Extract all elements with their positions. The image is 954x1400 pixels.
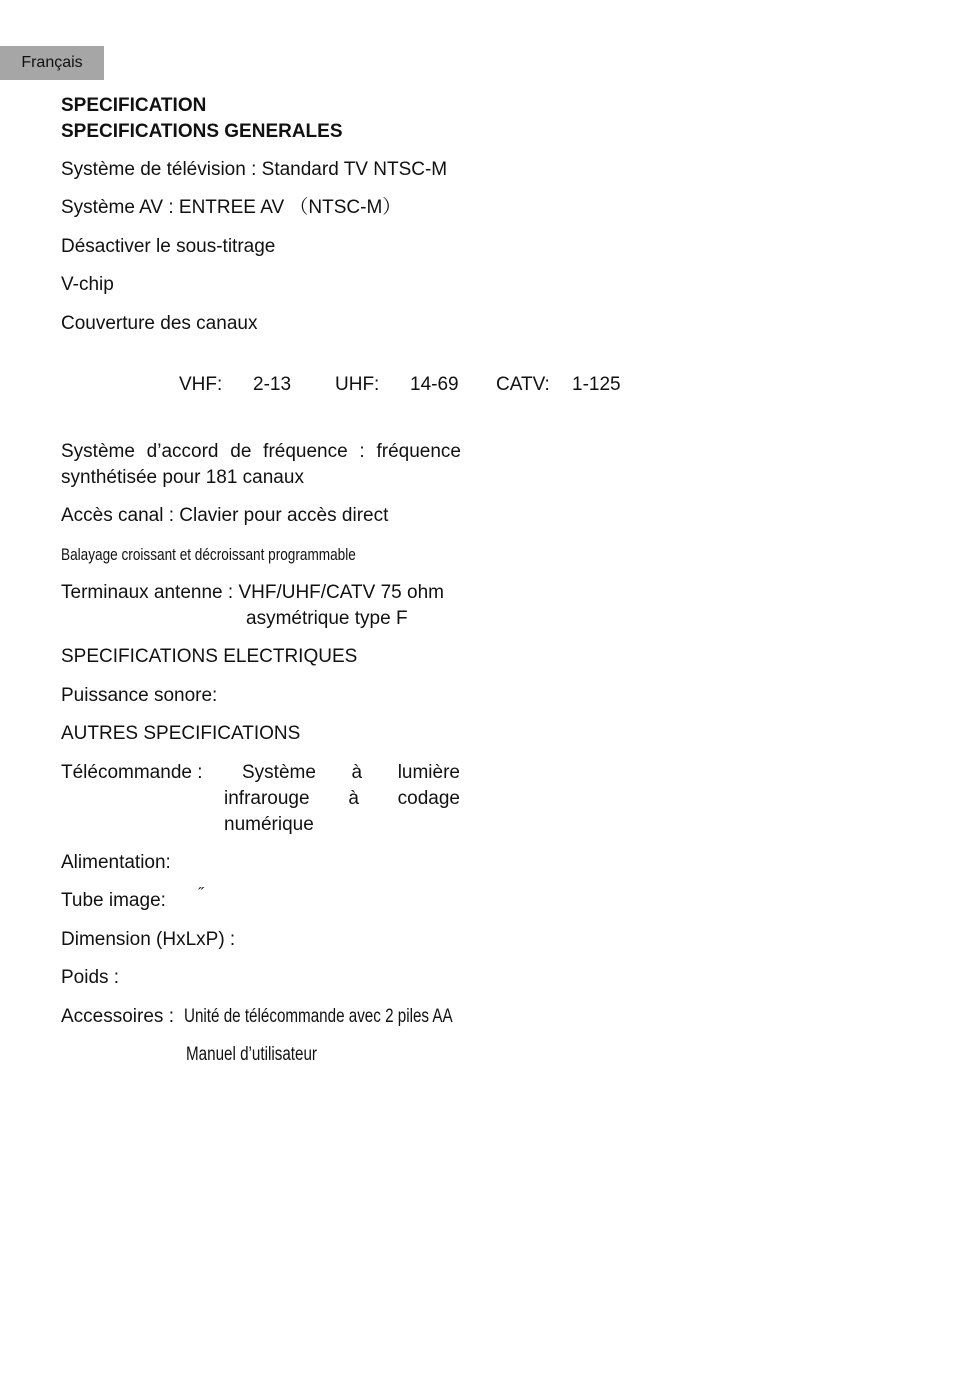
uhf-label: UHF: xyxy=(335,374,380,395)
channel-access: Accès canal : Clavier pour accès direct xyxy=(61,505,389,526)
antenna-line2: asymétrique type F xyxy=(246,608,408,629)
catv-value: 1-125 xyxy=(572,374,621,395)
picture-tube: Tube image: xyxy=(61,890,166,911)
tv-system: Système de télévision : Standard TV NTSC-M xyxy=(61,159,448,180)
heading-general-specs: SPECIFICATIONS GENERALES xyxy=(61,121,343,142)
remote-line3: numérique xyxy=(224,814,314,835)
heading-specification: SPECIFICATION xyxy=(61,95,207,116)
language-tab: Français xyxy=(0,46,104,80)
vhf-value: 2-13 xyxy=(253,374,292,395)
antenna-line1: Terminaux antenne : VHF/UHF/CATV 75 ohm xyxy=(61,582,444,603)
picture-tube-inch-mark: ˝ xyxy=(198,886,204,903)
dimension: Dimension (HxLxP) : xyxy=(61,929,236,950)
catv-label: CATV: xyxy=(496,374,550,395)
remote-line2: infrarouge à codage xyxy=(224,788,460,809)
power-supply: Alimentation: xyxy=(61,852,171,873)
other-specs: AUTRES SPECIFICATIONS xyxy=(61,723,301,744)
uhf-value: 14-69 xyxy=(410,374,459,395)
electrical-specs: SPECIFICATIONS ELECTRIQUES xyxy=(61,646,358,667)
remote-label: Télécommande : xyxy=(61,762,203,783)
remote-line1: Système à lumière xyxy=(242,762,460,783)
sound-power: Puissance sonore: xyxy=(61,685,218,706)
tuning-line1: Système d’accord de fréquence : fréquence xyxy=(61,441,461,462)
tuning-line2: synthétisée pour 181 canaux xyxy=(61,467,304,488)
accessories-item-manual: Manuel d’utilisateur xyxy=(186,1044,317,1065)
av-system: Système AV : ENTREE AV （NTSC-M） xyxy=(61,197,402,218)
scan-mode: Balayage croissant et décroissant programmable xyxy=(61,545,356,564)
weight: Poids : xyxy=(61,967,120,988)
vchip: V-chip xyxy=(61,274,114,295)
channel-coverage: Couverture des canaux xyxy=(61,313,258,334)
captions: Désactiver le sous-titrage xyxy=(61,236,276,257)
accessories-label: Accessoires : xyxy=(61,1006,174,1027)
accessories-item-remote: Unité de télécommande avec 2 piles AA xyxy=(184,1006,453,1027)
vhf-label: VHF: xyxy=(179,374,223,395)
